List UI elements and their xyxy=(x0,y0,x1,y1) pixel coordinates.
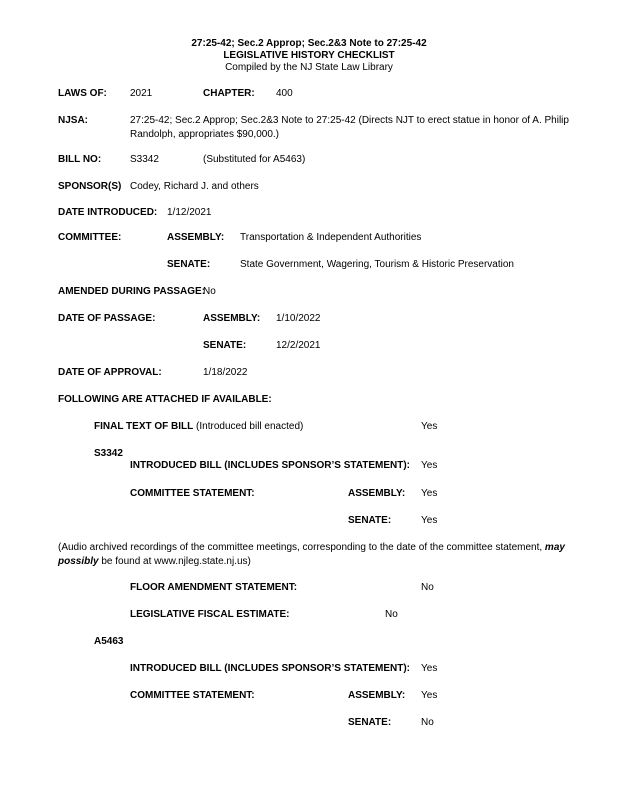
s3342-introduced-value: Yes xyxy=(421,460,438,471)
committee-senate-label: SENATE: xyxy=(167,259,211,270)
laws-of-value: 2021 xyxy=(130,88,153,99)
s3342-committee-label: COMMITTEE STATEMENT: xyxy=(130,488,255,499)
floor-amendment-value: No xyxy=(421,582,434,593)
final-text-note: (Introduced bill enacted) xyxy=(193,421,304,432)
a5463-committee-label: COMMITTEE STATEMENT: xyxy=(130,690,255,701)
date-introduced-value: 1/12/2021 xyxy=(167,207,212,218)
header-title: LEGISLATIVE HISTORY CHECKLIST xyxy=(223,50,395,61)
audio-note xyxy=(58,541,598,569)
final-text-row xyxy=(94,421,303,433)
s3342-introduced-label: INTRODUCED BILL (INCLUDES SPONSOR’S STATEMENT): xyxy=(130,460,410,471)
passage-senate-value: 12/2/2021 xyxy=(276,340,321,351)
njsa-label: NJSA: xyxy=(58,115,89,126)
sponsor-value: Codey, Richard J. and others xyxy=(130,181,259,192)
bill-no-label: BILL NO: xyxy=(58,154,102,165)
date-introduced-label: DATE INTRODUCED: xyxy=(58,207,158,218)
chapter-value: 400 xyxy=(276,88,293,99)
a5463-senate-label: SENATE: xyxy=(348,717,392,728)
a5463-introduced-value: Yes xyxy=(421,663,438,674)
s3342-assembly-label: ASSEMBLY: xyxy=(348,488,406,499)
amended-value: No xyxy=(203,286,216,297)
audio-note-emphasis: may possibly xyxy=(58,542,565,567)
date-of-passage-label: DATE OF PASSAGE: xyxy=(58,313,156,324)
header-citation: 27:25-42; Sec.2 Approp; Sec.2&3 Note to 27:25-42 xyxy=(191,38,427,49)
passage-assembly-label: ASSEMBLY: xyxy=(203,313,261,324)
passage-assembly-value: 1/10/2022 xyxy=(276,313,321,324)
final-text-value: Yes xyxy=(421,421,438,432)
s3342-heading: S3342 xyxy=(94,448,123,459)
a5463-heading: A5463 xyxy=(94,636,124,647)
bill-no-value: S3342 xyxy=(130,154,159,165)
committee-label: COMMITTEE: xyxy=(58,232,122,243)
audio-note-part2: be found at www.njleg.state.nj.us) xyxy=(98,556,251,567)
a5463-introduced-label: INTRODUCED BILL (INCLUDES SPONSOR’S STATEMENT): xyxy=(130,663,410,674)
fiscal-estimate-value: No xyxy=(385,609,398,620)
njsa-value: 27:25-42; Sec.2 Approp; Sec.2&3 Note to 27:25-42 (Directs NJT to erect statue in honor of A. Philip Randolph, appropriates $90,000.) xyxy=(130,115,569,140)
final-text-label: FINAL TEXT OF BILL xyxy=(94,421,194,432)
floor-amendment-label: FLOOR AMENDMENT STATEMENT: xyxy=(130,582,298,593)
attached-heading: FOLLOWING ARE ATTACHED IF AVAILABLE: xyxy=(58,394,272,405)
bill-substitution-note: (Substituted for A5463) xyxy=(203,154,306,165)
fiscal-estimate-label: LEGISLATIVE FISCAL ESTIMATE: xyxy=(130,609,290,620)
date-of-approval-label: DATE OF APPROVAL: xyxy=(58,367,162,378)
s3342-senate-label: SENATE: xyxy=(348,515,392,526)
a5463-assembly-label: ASSEMBLY: xyxy=(348,690,406,701)
header-compiled-by: Compiled by the NJ State Law Library xyxy=(225,62,393,73)
s3342-senate-value: Yes xyxy=(421,515,438,526)
amended-label: AMENDED DURING PASSAGE: xyxy=(58,286,206,297)
a5463-assembly-value: Yes xyxy=(421,690,438,701)
chapter-label: CHAPTER: xyxy=(203,88,255,99)
audio-note-part1: (Audio archived recordings of the committee meetings, corresponding to the date of the committee statement, xyxy=(58,542,545,553)
passage-senate-label: SENATE: xyxy=(203,340,247,351)
committee-assembly-label: ASSEMBLY: xyxy=(167,232,225,243)
sponsor-label: SPONSOR(S) xyxy=(58,181,122,192)
laws-of-label: LAWS OF: xyxy=(58,88,107,99)
committee-senate-value: State Government, Wagering, Tourism & Historic Preservation xyxy=(240,259,514,270)
a5463-senate-value: No xyxy=(421,717,434,728)
s3342-assembly-value: Yes xyxy=(421,488,438,499)
date-of-approval-value: 1/18/2022 xyxy=(203,367,248,378)
committee-assembly-value: Transportation & Independent Authorities xyxy=(240,232,422,243)
